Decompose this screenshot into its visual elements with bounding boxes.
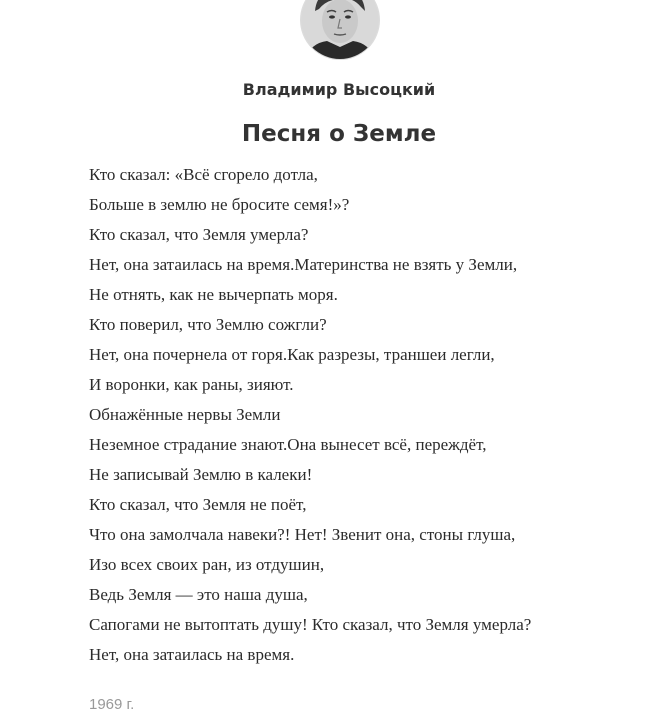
poem-line: Изо всех своих ран, из отдушин, [89,555,325,574]
poem-line: Кто сказал, что Земля не поёт, [89,495,307,514]
poem-line: Неземное страдание знают.Она вынесет всё, переждёт, [89,435,487,454]
poem-year: 1969 г. [89,696,135,713]
author-name[interactable]: Владимир Высоцкий [242,80,436,99]
poem-text [89,163,649,673]
poem-line: Нет, она почернела от горя.Как разрезы, траншеи легли, [89,345,495,364]
poem-line: Не отнять, как не вычерпать моря. [89,285,338,304]
poem-line: Ведь Земля — это наша душа, [89,585,308,604]
poem-line: Нет, она затаилась на время.Материнства не взять у Земли, [89,255,518,274]
poem-line: Не записывай Землю в калеки! [89,465,313,484]
poem-line: И воронки, как раны, зияют. [89,375,294,394]
author-avatar[interactable] [300,0,380,60]
poem-line: Кто сказал, что Земля умерла? [89,225,309,244]
poem-line: Сапогами не вытоптать душу! Кто сказал, что Земля умерла? [89,615,532,634]
poem-line: Нет, она затаилась на время. [89,645,295,664]
poem-title: Песня о Земле [241,121,437,147]
poem-line: Обнажённые нервы Земли [89,405,281,424]
poem-line: Кто поверил, что Землю сожгли? [89,315,327,334]
author-portrait-icon [301,0,379,59]
poem-line: Больше в землю не бросите семя!»? [89,195,350,214]
poem-line: Кто сказал: «Всё сгорело дотла, [89,165,318,184]
poem-line: Что она замолчала навеки?! Нет! Звенит она, стоны глуша, [89,525,516,544]
